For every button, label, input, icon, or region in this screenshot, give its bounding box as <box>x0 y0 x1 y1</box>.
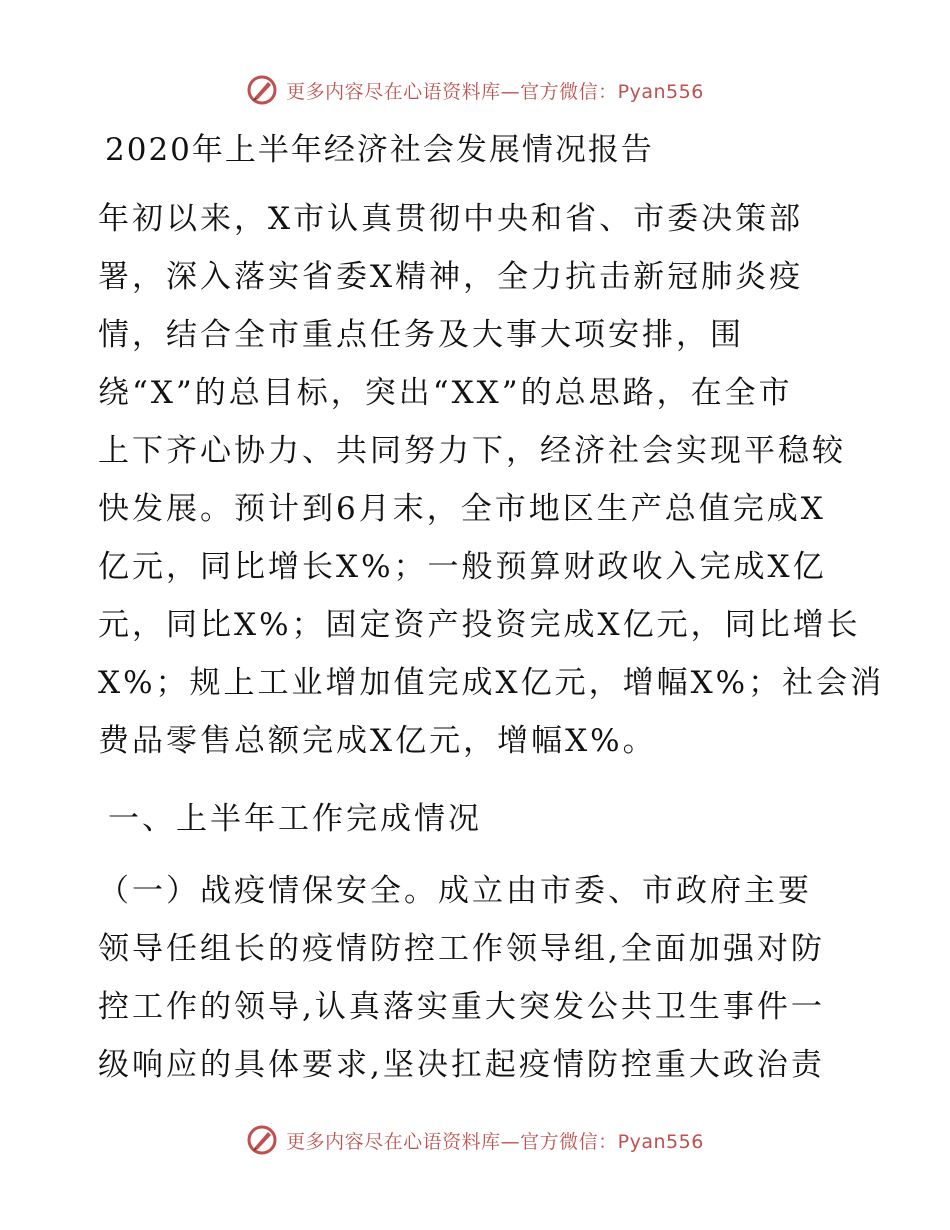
section-line: 控工作的领导,认真落实重大突发公共卫生事件一 <box>98 989 825 1025</box>
watermark-text: 更多内容尽在心语资料库—官方微信：Pyan556 <box>286 1130 704 1153</box>
intro-line: 快发展。预计到6月末，全市地区生产总值完成X <box>98 491 826 527</box>
quill-seal-icon <box>246 74 278 106</box>
intro-line: 上下齐心协力、共同努力下，经济社会实现平稳较 <box>98 433 846 469</box>
intro-line: 元，同比X%；固定资产投资完成X亿元，同比增长 <box>98 607 861 643</box>
intro-line: 亿元，同比增长X%；一般预算财政收入完成X亿 <box>98 549 827 585</box>
section-line: 级响应的具体要求,坚决扛起疫情防控重大政治责 <box>98 1047 825 1083</box>
document-title: 2020年上半年经济社会发展情况报告 <box>105 132 654 168</box>
watermark-top <box>0 70 950 110</box>
intro-line: 费品零售总额完成X亿元，增幅X%。 <box>98 723 657 759</box>
intro-line: X%；规上工业增加值完成X亿元，增幅X%；社会消 <box>98 665 885 701</box>
section-line: 领导任组长的疫情防控工作领导组,全面加强对防 <box>98 931 825 967</box>
intro-paragraph <box>98 190 885 770</box>
section-paragraph <box>98 862 858 1094</box>
watermark-text: 更多内容尽在心语资料库—官方微信：Pyan556 <box>286 80 704 103</box>
watermark-bottom <box>0 1120 950 1160</box>
intro-line: 署，深入落实省委X精神，全力抗击新冠肺炎疫 <box>98 259 804 295</box>
intro-line: 情，结合全市重点任务及大事大项安排，围 <box>98 317 744 353</box>
quill-seal-icon <box>246 1124 278 1156</box>
section-line: （一）战疫情保安全。成立由市委、市政府主要 <box>98 873 812 909</box>
intro-line: 年初以来，X市认真贯彻中央和省、市委决策部 <box>98 201 804 237</box>
intro-line: 绕“X”的总目标，突出“XX”的总思路，在全市 <box>98 375 793 411</box>
section-heading: 一、上半年工作完成情况 <box>108 801 482 837</box>
